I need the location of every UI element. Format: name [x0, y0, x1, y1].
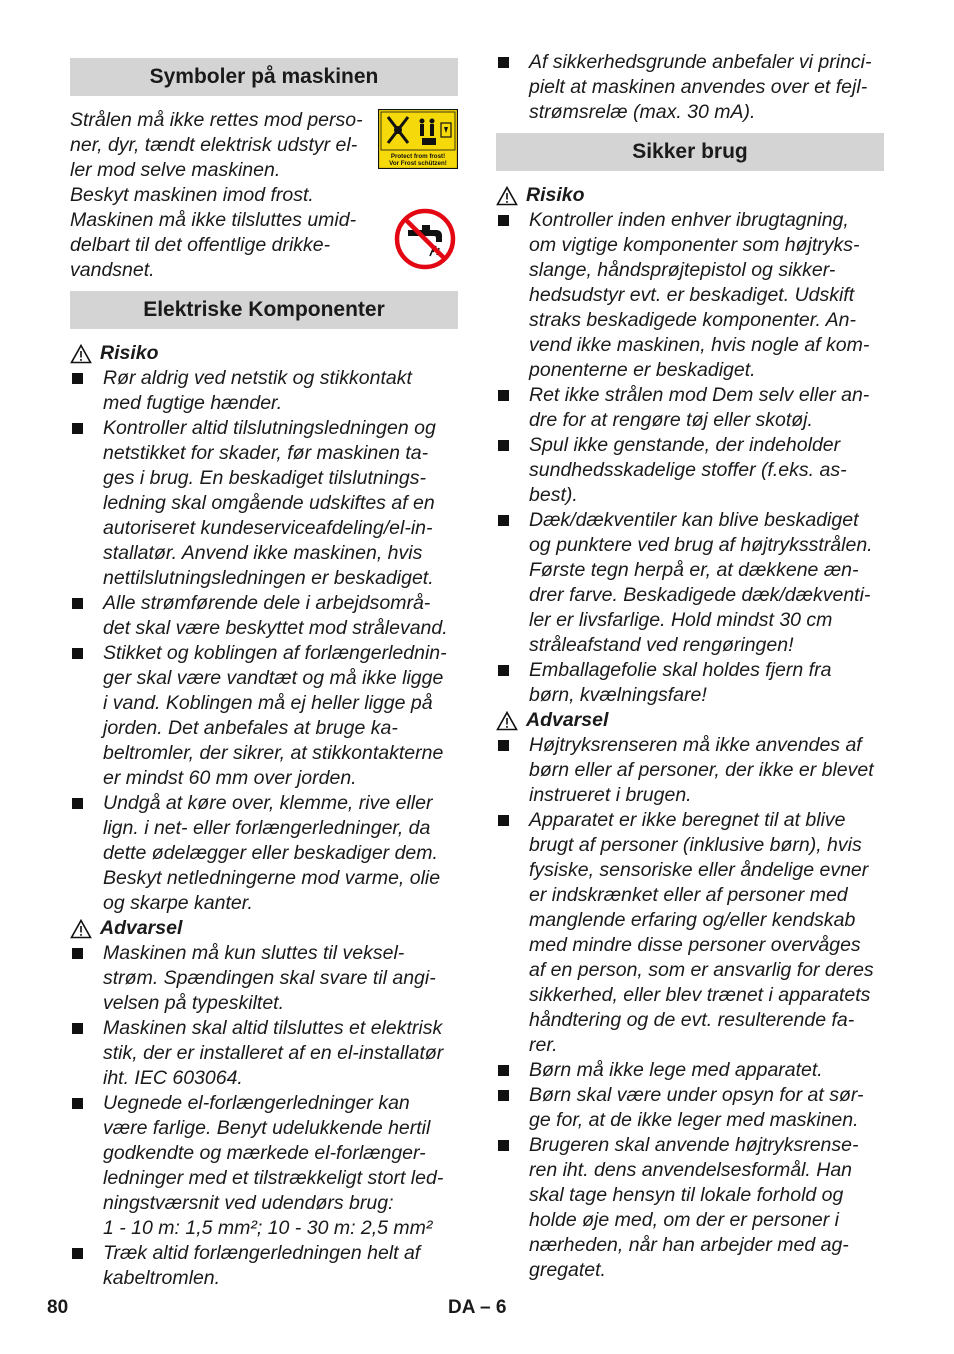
list-item: Emballagefolie skal holdes fjern fra børn, kvælningsfare!	[496, 658, 884, 708]
list-item: Højtryksrenseren må ikke anvendes af børn eller af personer, der ikke er blevet instrueret i brugen.	[496, 733, 884, 808]
list-item: Maskinen må kun sluttes til veksel- strøm. Spændingen skal svare til angi- velsen på typeskiltet.	[70, 941, 458, 1016]
frost-label-en: Protect from frost!	[390, 153, 446, 160]
symbols-block	[70, 108, 458, 283]
warning-triangle-icon	[70, 344, 92, 364]
list-item: Af sikkerhedsgrunde anbefaler vi princi- pielt at maskinen anvendes over et fejl- strømsrelæ (max. 30 mA).	[496, 50, 884, 125]
warning-triangle-icon	[70, 919, 92, 939]
list-item: Dæk/dækventiler kan blive beskadiget og punktere ved brug af højtryksstrålen. Første tegn herpå er, at dækkene æn- drer farve. Beskadigede dæk/dækventi- ler er livsfarlige. Hold mindst 30 cm stråleafstand ved rengøringen!	[496, 508, 884, 658]
list-item: Uegnede el-forlængerledninger kan være farlige. Benyt udelukkende hertil godkendte og mærkede el-forlænger- ledninger med et tilstrækkeligt stort led- ningstværsnit ved udendørs brug: 1 - 10 m: 1,5 mm²; 10 - 30 m: 2,5 mm²	[70, 1091, 458, 1241]
warning-triangle-icon	[496, 711, 518, 731]
page-code: DA – 6	[448, 1297, 507, 1318]
warning-triangle-icon	[496, 186, 518, 206]
electrical-warning-label	[70, 916, 458, 941]
list-item: Rør aldrig ved netstik og stikkontakt med fugtige hænder.	[70, 366, 458, 416]
safe-use-warning-label	[496, 708, 884, 733]
list-item: Børn må ikke lege med apparatet.	[496, 1058, 884, 1083]
heading-electrical: Elektriske Komponenter	[70, 291, 458, 329]
safe-use-risk-list	[496, 208, 884, 708]
frost-label-de: Vor Frost schützen!	[389, 160, 447, 167]
heading-safe-use: Sikker brug	[496, 133, 884, 171]
list-item: Kontroller inden enhver ibrugtagning, om vigtige komponenter som højtryks- slange, håndsprøjtepistol og sikker- hedsudstyr evt. er beskadiget. Udskift straks beskadigede komponenter. An- vend ikke maskinen, hvis nogle af kom- ponenterne er beskadiget.	[496, 208, 884, 383]
list-item: Kontroller altid tilslutningsledningen og netstikket for skader, før maskinen ta- ges i brug. En beskadiget tilslutnings- ledning skal omgående udskiftes af en autoriseret kundeserviceafdeling/el-in- stallatør. Anvend ikke maskinen, hvis nettilslutningsledningen er beskadiget.	[70, 416, 458, 591]
safe-use-warning-list	[496, 733, 884, 1283]
list-item: Alle strømførende dele i arbejdsområ- det skal være beskyttet mod strålevand.	[70, 591, 458, 641]
list-item: Brugeren skal anvende højtryksrense- ren iht. dens anvendelsesformål. Han skal tage hensyn til lokale forhold og holde øje med, om der er personer i nærheden, når han arbejder med ag- gregatet.	[496, 1133, 884, 1283]
list-item: Stikket og koblingen af forlængerlednin- ger skal være vandtæt og må ikke ligge i vand. Koblingen må ej heller ligge på jorden. Det anbefales at bruge ka- beltromler, der sikrer, at stikkontakterne er mindst 60 mm over jorden.	[70, 641, 458, 791]
list-item: Ret ikke strålen mod Dem selv eller an- dre for at rengøre tøj eller skotøj.	[496, 383, 884, 433]
page-number: 80	[47, 1297, 69, 1318]
list-item: Maskinen skal altid tilsluttes et elektrisk stik, der er installeret af en el-installatør iht. IEC 603064.	[70, 1016, 458, 1091]
electrical-warning-list	[70, 941, 458, 1291]
list-item: Undgå at køre over, klemme, rive eller lign. i net- eller forlængerledninger, da dette ødelægger eller beskadiger dem. Beskyt netledningerne mod varme, olie og skarpe kanter.	[70, 791, 458, 916]
electrical-risk-label	[70, 341, 458, 366]
left-column	[70, 50, 458, 1291]
no-drinking-water-connection-icon	[394, 208, 456, 270]
symbols-paragraph-3: Maskinen må ikke tilsluttes umid- delbart til det offentlige drikke- vandsnet.	[70, 209, 357, 281]
risk-label-text: Risiko	[100, 342, 159, 364]
symbols-paragraph-2: Beskyt maskinen imod frost.	[70, 184, 314, 206]
machine-warning-label-icon	[378, 109, 458, 169]
rcd-recommendation-list	[496, 50, 884, 125]
electrical-risk-list	[70, 366, 458, 916]
warning-label-text: Advarsel	[526, 709, 609, 731]
right-column	[496, 50, 884, 1283]
safe-use-risk-label	[496, 183, 884, 208]
list-item: Børn skal være under opsyn for at sør- ge for, at de ikke leger med maskinen.	[496, 1083, 884, 1133]
warning-label-text: Advarsel	[100, 917, 183, 939]
list-item: Træk altid forlængerledningen helt af kabeltromlen.	[70, 1241, 458, 1291]
risk-label-text: Risiko	[526, 184, 585, 206]
list-item: Apparatet er ikke beregnet til at blive brugt af personer (inklusive børn), hvis fysiske, sensoriske eller åndelige evner er indskrænket eller af personer med manglende erfaring og/eller kendskab med mindre disse personer overvåges af en person, som er ansvarlig for deres sikkerhed, eller blev trænet i apparatets håndtering og de evt. resulterende fa- rer.	[496, 808, 884, 1058]
heading-symbols: Symboler på maskinen	[70, 58, 458, 96]
symbols-paragraph-1: Strålen må ikke rettes mod perso- ner, dyr, tændt elektrisk udstyr el- ler mod selve maskinen.	[70, 109, 363, 181]
list-item: Spul ikke genstande, der indeholder sundhedsskadelige stoffer (f.eks. as- best).	[496, 433, 884, 508]
